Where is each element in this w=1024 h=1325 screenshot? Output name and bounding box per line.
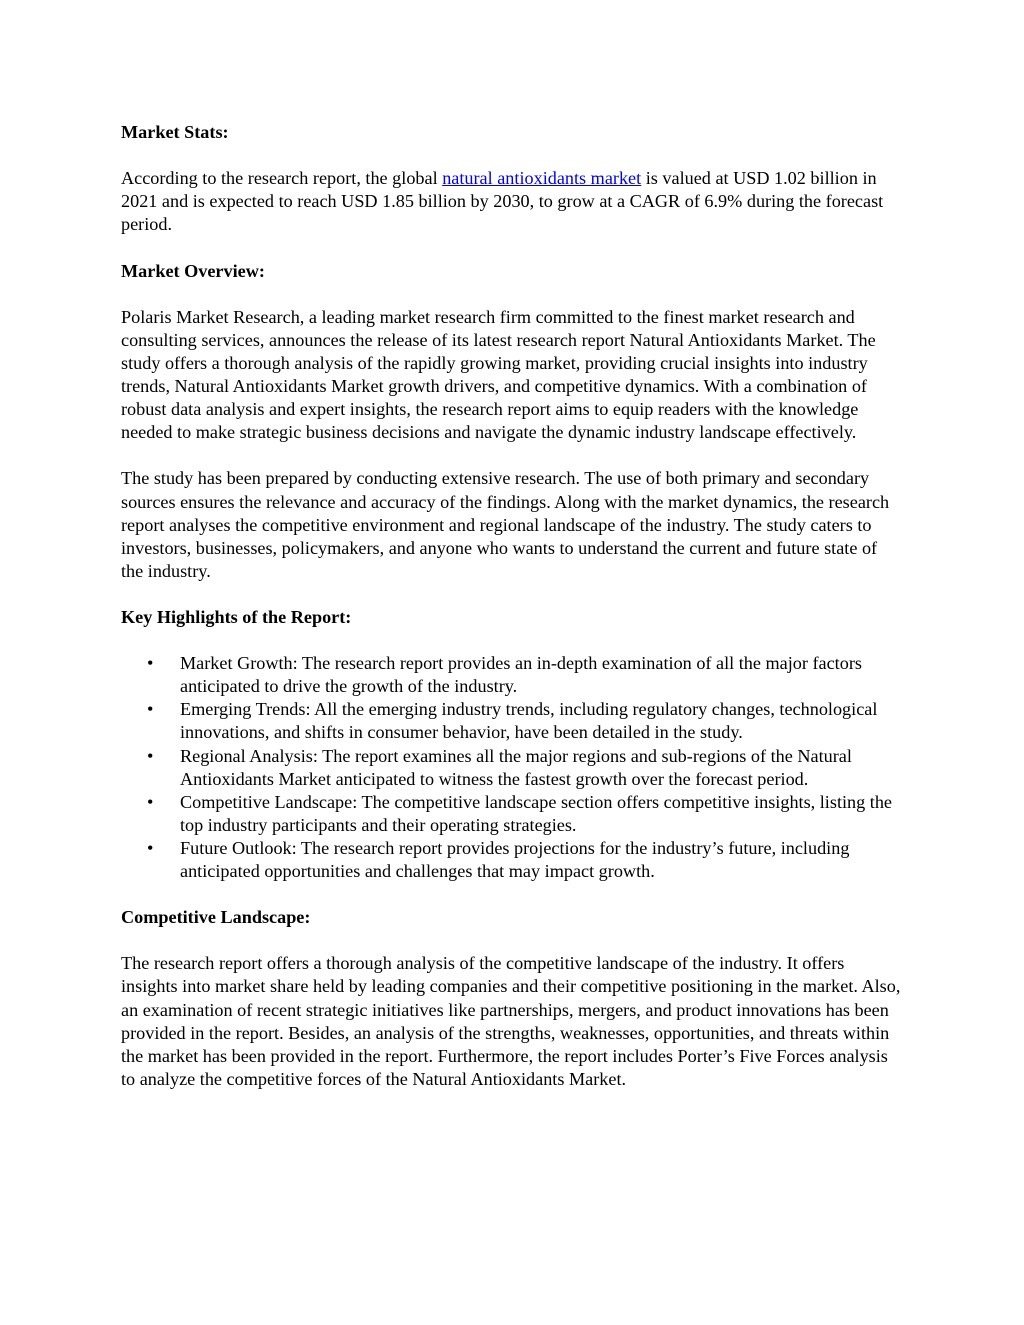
market-stats-text-after-link: is valued at USD 1.02 billion in 2021 and is expected to reach USD 1.85 billion by 2030, to grow at a CAGR of 6.9% during the forecast period. (121, 168, 884, 235)
document-page (121, 121, 901, 1114)
key-highlights-list (121, 652, 901, 883)
list-item-text: Regional Analysis: The report examines all the major regions and sub-regions of the Natural Antioxidants Market anticipated to witness the fastest growth over the forecast period. (180, 745, 852, 789)
market-stats-heading: Market Stats: (121, 122, 229, 142)
list-item-text: Competitive Landscape: The competitive landscape section offers competitive insights, listing the top industry participants and their operating strategies. (180, 791, 893, 835)
list-item (121, 745, 901, 791)
bullet-icon: • (147, 653, 154, 674)
key-highlights-heading: Key Highlights of the Report: (121, 606, 352, 627)
list-item (121, 791, 901, 837)
list-item-text: Emerging Trends: All the emerging industry trends, including regulatory changes, technological innovations, and shifts in consumer behavior, have been detailed in the study. (180, 699, 878, 743)
bullet-icon: • (147, 745, 154, 766)
bullet-icon: • (147, 837, 154, 858)
list-item-text: Market Growth: The research report provides an in-depth examination of all the major factors anticipated to drive the growth of the industry. (180, 653, 862, 697)
market-overview-heading: Market Overview: (121, 260, 265, 281)
list-item-text: Future Outlook: The research report provides projections for the industry’s future, including anticipated opportunities and challenges that may impact growth. (180, 837, 850, 881)
market-stats-text-before-link: According to the research report, the global (121, 168, 443, 189)
bullet-icon: • (147, 699, 154, 720)
bullet-icon: • (147, 791, 154, 812)
market-overview-paragraph-2: The study has been prepared by conducting extensive research. The use of both primary and secondary sources ensures the relevance and accuracy of the findings. Along with the market dynamics, the research report analyses the competitive environment and regional landscape of the industry. The study caters to investors, businesses, policymakers, and anyone who wants to understand the current and future state of the industry. (121, 468, 890, 581)
list-item (121, 652, 901, 698)
list-item (121, 698, 901, 744)
market-overview-paragraph-1: Polaris Market Research, a leading market research firm committed to the finest market research and consulting services, announces the release of its latest research report Natural Antioxidants Market. The study offers a thorough analysis of the rapidly growing market, providing crucial insights into industry trends, Natural Antioxidants Market growth drivers, and competitive dynamics. With a combination of robust data analysis and expert insights, the research report aims to equip readers with the knowledge needed to make strategic business decisions and navigate the dynamic industry landscape effectively. (121, 306, 876, 443)
natural-antioxidants-market-link[interactable]: natural antioxidants market (442, 168, 642, 189)
competitive-landscape-paragraph: The research report offers a thorough analysis of the competitive landscape of the industry. It offers insights into market share held by leading companies and their competitive positioning in the market. Also, an examination of recent strategic initiatives like partnerships, mergers, and product innovations has been provided in the report. Besides, an analysis of the strengths, weaknesses, opportunities, and threats within the market has been provided in the report. Furthermore, the report includes Porter’s Five Forces analysis to analyze the competitive forces of the Natural Antioxidants Market. (121, 953, 901, 1089)
competitive-landscape-heading: Competitive Landscape: (121, 907, 311, 928)
list-item (121, 837, 901, 883)
market-stats-paragraph (121, 167, 901, 236)
